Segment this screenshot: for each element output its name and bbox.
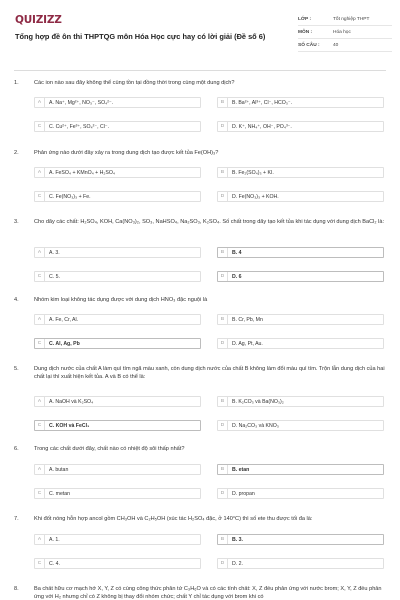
- option-letter: A: [35, 397, 45, 406]
- option-text: C. KOH và FeCl₃: [49, 422, 90, 429]
- question-number: 1.: [14, 80, 19, 86]
- option-b[interactable]: [217, 314, 384, 325]
- option-letter: B: [218, 248, 228, 257]
- option-letter: C: [35, 339, 45, 348]
- question-number: 2.: [14, 150, 19, 156]
- option-letter: C: [35, 559, 45, 568]
- option-d[interactable]: [217, 191, 384, 202]
- option-letter: A: [35, 315, 45, 324]
- question-text: Các ion nào sau đây không thể cùng tồn tại đồng thời trong cùng một dung dịch?: [34, 80, 235, 86]
- option-letter: C: [35, 272, 45, 281]
- option-letter: B: [218, 535, 228, 544]
- option-letter: A: [35, 535, 45, 544]
- option-letter: C: [35, 489, 45, 498]
- option-b[interactable]: [217, 534, 384, 545]
- question-text: Cho dãy các chất: H₂SO₄, KOH, Ca(NO₃)₂, SO₃, NaHSO₄, Na₂SO₃, K₂SO₄. Số chất trong dãy tạo kết tủa khi tác dụng với dung dịch BaCl₂ là:: [34, 219, 384, 225]
- option-text: D. 6: [232, 273, 242, 280]
- option-text: B. Ba²⁺, Al³⁺, Cl⁻, HCO₃⁻.: [232, 99, 293, 106]
- option-text: B. 4: [232, 249, 242, 256]
- option-c[interactable]: [34, 121, 201, 132]
- option-a[interactable]: [34, 464, 201, 475]
- option-letter: B: [218, 397, 228, 406]
- meta-label: MÔN :: [298, 29, 313, 35]
- question-number: 8.: [14, 586, 19, 592]
- option-d[interactable]: [217, 121, 384, 132]
- question-number: 5.: [14, 366, 19, 372]
- option-c[interactable]: [34, 271, 201, 282]
- question-text: Nhóm kim loại không tác dụng được với dung dịch HNO₃ đặc nguội là: [34, 297, 208, 303]
- option-letter: B: [218, 465, 228, 474]
- question-text: Phản ứng nào dưới đây xảy ra trong dung dịch tạo được kết tủa Fe(OH)₃?: [34, 150, 219, 156]
- option-a[interactable]: [34, 314, 201, 325]
- header-divider: [14, 70, 386, 71]
- option-letter: D: [218, 339, 228, 348]
- option-text: C. Cu²⁺, Fe³⁺, SO₄²⁻, Cl⁻.: [49, 123, 110, 130]
- option-d[interactable]: [217, 271, 384, 282]
- option-letter: D: [218, 421, 228, 430]
- question-number: 4.: [14, 297, 19, 303]
- question-text: Khi đốt nóng hỗn hợp ancol gồm CH₃OH và C₂H₅OH (xúc tác H₂SO₄ đặc, ở 140°C) thì số ete thu được tối đa là:: [34, 516, 313, 522]
- question-number: 3.: [14, 219, 19, 225]
- option-c[interactable]: [34, 488, 201, 499]
- question-text: Ba chất hữu cơ mạch hở X, Y, Z có cùng công thức phân tử C₃H₆O và có các tính chất: X, Z đều phản ứng với nước brom; X, Y, Z đều phản ứng với H₂ nhưng chỉ có Z không bị thay đổi nhóm chức; chất Y chỉ tác dụng với brom khi có: [34, 586, 382, 600]
- option-text: B. Cr, Pb, Mn: [232, 316, 263, 323]
- option-letter: C: [35, 421, 45, 430]
- option-d[interactable]: [217, 338, 384, 349]
- option-letter: A: [35, 465, 45, 474]
- option-b[interactable]: [217, 97, 384, 108]
- option-text: C. metan: [49, 490, 71, 497]
- option-text: C. Al, Ag, Pb: [49, 340, 80, 347]
- option-text: A. FeSO₄ + KMnO₄ + H₂SO₄: [49, 169, 116, 176]
- document-title: Tổng hợp đề ôn thi THPTQG môn Hóa Học cực hay có lời giải (Đề số 6): [15, 32, 266, 41]
- option-text: A. 3.: [49, 249, 60, 256]
- option-letter: D: [218, 192, 228, 201]
- meta-label: SỐ CÂU :: [298, 42, 320, 48]
- option-letter: D: [218, 489, 228, 498]
- quizizz-logo: QUIZIZZ: [15, 14, 62, 26]
- option-c[interactable]: [34, 338, 201, 349]
- meta-value: Tốt nghiệp THPT: [333, 16, 370, 22]
- meta-label: LỚP :: [298, 16, 312, 22]
- option-b[interactable]: [217, 464, 384, 475]
- option-text: D. Na₂CO₃ và KNO₃: [232, 422, 279, 429]
- option-letter: B: [218, 98, 228, 107]
- option-c[interactable]: [34, 558, 201, 569]
- option-text: C. 5.: [49, 273, 60, 280]
- option-letter: A: [35, 168, 45, 177]
- option-text: C. 4.: [49, 560, 60, 567]
- option-d[interactable]: [217, 420, 384, 431]
- option-letter: C: [35, 122, 45, 131]
- option-text: C. Fe(NO₃)₃ + Fe.: [49, 193, 91, 200]
- option-b[interactable]: [217, 167, 384, 178]
- question-8: [14, 586, 386, 600]
- option-a[interactable]: [34, 167, 201, 178]
- option-letter: D: [218, 272, 228, 281]
- question-number: 7.: [14, 516, 19, 522]
- question-text: Dung dịch nước của chất A làm quì tím ngã màu xanh, còn dung dịch nước của chất B không làm đổi màu quì tím. Trộn lẫn dung dịch của hai chất lại thì xuất hiện kết tủa. A và B có thể là:: [34, 366, 385, 380]
- option-text: D. Fe(NO₃)₃ + KOH.: [232, 193, 279, 200]
- option-b[interactable]: [217, 247, 384, 258]
- worksheet-header: [0, 0, 400, 70]
- question-number: 6.: [14, 446, 19, 452]
- option-d[interactable]: [217, 488, 384, 499]
- option-text: B. 3.: [232, 536, 243, 543]
- meta-row-count: [298, 39, 392, 52]
- option-a[interactable]: [34, 534, 201, 545]
- option-letter: B: [218, 315, 228, 324]
- option-a[interactable]: [34, 396, 201, 407]
- option-text: A. 1.: [49, 536, 60, 543]
- option-text: B. Fe₂(SO₄)₃ + KI.: [232, 169, 274, 176]
- option-text: D. 2.: [232, 560, 243, 567]
- option-text: B. K₂CO₃ và Ba(NO₃)₂: [232, 398, 284, 405]
- option-text: D. Ag, Pt, Au.: [232, 340, 263, 347]
- option-a[interactable]: [34, 247, 201, 258]
- meta-row-class: [298, 13, 392, 26]
- question-text: Trong các chất dưới đây, chất nào có nhiệt độ sôi thấp nhất?: [34, 446, 185, 452]
- meta-row-subject: [298, 26, 392, 39]
- option-d[interactable]: [217, 558, 384, 569]
- option-text: A. Na⁺, Mg²⁺, NO₃⁻, SO₄²⁻.: [49, 99, 114, 106]
- option-letter: D: [218, 122, 228, 131]
- option-letter: A: [35, 248, 45, 257]
- option-c[interactable]: [34, 420, 201, 431]
- option-letter: D: [218, 559, 228, 568]
- option-c[interactable]: [34, 191, 201, 202]
- meta-value: Hóa học: [333, 29, 351, 35]
- option-text: D. propan: [232, 490, 255, 497]
- option-letter: C: [35, 192, 45, 201]
- option-text: A. butan: [49, 466, 69, 473]
- option-letter: B: [218, 168, 228, 177]
- option-a[interactable]: [34, 97, 201, 108]
- option-text: A. Fe, Cr, Al.: [49, 316, 79, 323]
- meta-table: [298, 13, 392, 52]
- option-text: D. K⁺, NH₄⁺, OH⁻, PO₄³⁻.: [232, 123, 292, 130]
- option-text: A. NaOH và K₂SO₄: [49, 398, 94, 405]
- option-text: B. etan: [232, 466, 250, 473]
- option-b[interactable]: [217, 396, 384, 407]
- meta-value: 40: [333, 42, 339, 48]
- option-letter: A: [35, 98, 45, 107]
